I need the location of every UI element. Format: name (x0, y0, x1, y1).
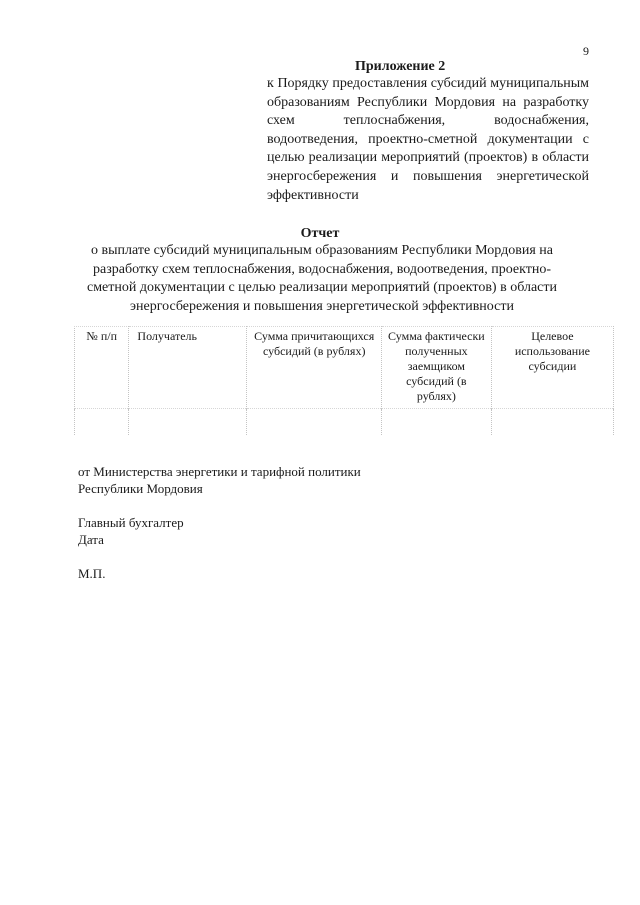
header-recipient: Получатель (129, 327, 247, 409)
table-cell (381, 409, 491, 436)
report-title: Отчет (300, 226, 340, 241)
header-purpose: Целевое использование субсидии (491, 327, 613, 409)
page-number: 9 (583, 44, 589, 58)
signature-block (78, 463, 361, 582)
header-number: № п/п (75, 327, 129, 409)
table-cell (491, 409, 613, 436)
table-cell (129, 409, 247, 436)
header-due-amount: Сумма причитающихся субсидий (в рублях) (247, 327, 381, 409)
appendix-text: к Порядку предоставления субсидий муниципальным образованиям Республики Мордовия на разработку схем теплоснабжения, водоснабжения, водоотведения, проектно-сметной документации с целью реализации мероприятий (проектов) в области энергосбережения и повышения энергетической эффективности (267, 76, 589, 203)
appendix-title: Приложение 2 (355, 59, 446, 74)
stamp-label: М.П. (78, 566, 106, 581)
table-header-row (75, 327, 614, 409)
table-row (75, 409, 614, 436)
table-cell (75, 409, 129, 436)
ministry-line-2: Республики Мордовия (78, 481, 203, 496)
report-subtitle: о выплате субсидий муниципальным образованиям Республики Мордовия на разработку схем теплоснабжения, водоснабжения, водоотведения, проектно-сметной документации с целью реализации мероприятий (проектов) в области энергосбережения и повышения энергетической эффективности (86, 243, 558, 314)
report-table (74, 326, 614, 435)
header-received-amount: Сумма фактически полученных заемщиком субсидий (в рублях) (381, 327, 491, 409)
table-cell (247, 409, 381, 436)
chief-accountant-label: Главный бухгалтер (78, 515, 184, 530)
ministry-line-1: от Министерства энергетики и тарифной политики (78, 464, 361, 479)
date-label: Дата (78, 532, 104, 547)
